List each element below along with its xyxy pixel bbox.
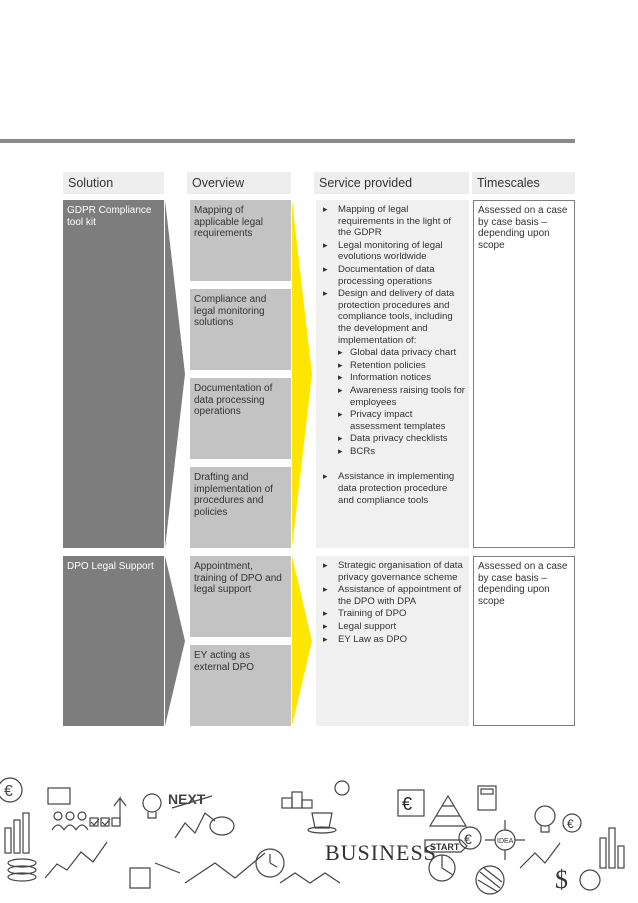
list-item: ▸ Global data privacy chart — [335, 347, 465, 359]
solution-gdpr-toolkit: GDPR Compliance tool kit — [63, 200, 164, 548]
header-solution: Solution — [63, 172, 164, 194]
overview-drafting: Drafting and implementation of procedures and policies — [190, 467, 291, 548]
list-item: ▸ Training of DPO — [320, 608, 465, 620]
business-doodle-illustration — [0, 768, 638, 903]
service-list-dpo — [320, 560, 465, 645]
list-item: ▸ Strategic organisation of data privacy governance scheme — [320, 560, 465, 583]
list-item: ▸ Retention policies — [335, 360, 465, 372]
list-item: ▸ Documentation of data processing operations — [320, 264, 465, 287]
service-provided-dpo — [316, 556, 469, 726]
list-item: ▸ Mapping of legal requirements in the light of the GDPR — [320, 204, 465, 239]
gray-chevron-arrow — [165, 200, 187, 548]
service-sublist — [320, 347, 465, 457]
header-timescales: Timescales — [472, 172, 575, 194]
overview-compliance-monitoring: Compliance and legal monitoring solutions — [190, 289, 291, 370]
list-item: ▸ EY Law as DPO — [320, 634, 465, 646]
overview-appointment: Appointment, training of DPO and legal support — [190, 556, 291, 637]
solution-dpo-legal-support: DPO Legal Support — [63, 556, 164, 726]
svg-text:IDEA: IDEA — [497, 838, 514, 845]
list-item: ▸ Legal monitoring of legal evolutions worldwide — [320, 240, 465, 263]
list-item: ▸ Legal support — [320, 621, 465, 633]
svg-text:NEXT: NEXT — [168, 791, 206, 807]
list-item: ▸ Assistance in implementing data protection procedure and compliance tools — [320, 471, 465, 506]
timescale-dpo: Assessed on a case by case basis – depending upon scope — [473, 556, 575, 726]
list-item: ▸ Awareness raising tools for employees — [335, 385, 465, 408]
list-item: ▸ Assistance of appointment of the DPO with DPA — [320, 584, 465, 607]
svg-text:€: € — [464, 831, 472, 847]
svg-text:€: € — [567, 817, 574, 831]
svg-text:START: START — [430, 842, 460, 852]
overview-mapping: Mapping of applicable legal requirements — [190, 200, 291, 281]
header-overview: Overview — [187, 172, 291, 194]
yellow-chevron-arrow — [292, 556, 314, 726]
service-provided-gdpr — [316, 200, 469, 548]
svg-text:€: € — [402, 794, 413, 814]
svg-text:BUSINESS: BUSINESS — [325, 840, 437, 865]
list-item: ▸ Design and delivery of data protection procedures and compliance tools, including the development and implementation of: — [320, 288, 465, 346]
list-item: ▸ BCRs — [335, 446, 465, 458]
overview-external-dpo: EY acting as external DPO — [190, 645, 291, 726]
list-item: ▸ Data privacy checklists — [335, 433, 465, 445]
header-service-provided: Service provided — [314, 172, 469, 194]
yellow-chevron-arrow — [292, 200, 314, 548]
gray-chevron-arrow — [165, 556, 187, 726]
timescale-gdpr: Assessed on a case by case basis – depending upon scope — [473, 200, 575, 548]
list-item: ▸ Privacy impact assessment templates — [335, 409, 465, 432]
svg-text:$: $ — [555, 865, 568, 894]
top-divider-rule — [0, 139, 575, 143]
service-list-top — [320, 204, 465, 346]
svg-text:€: € — [4, 783, 13, 800]
list-item: ▸ Information notices — [335, 372, 465, 384]
service-list-bottom — [320, 471, 465, 506]
overview-documentation: Documentation of data processing operations — [190, 378, 291, 459]
